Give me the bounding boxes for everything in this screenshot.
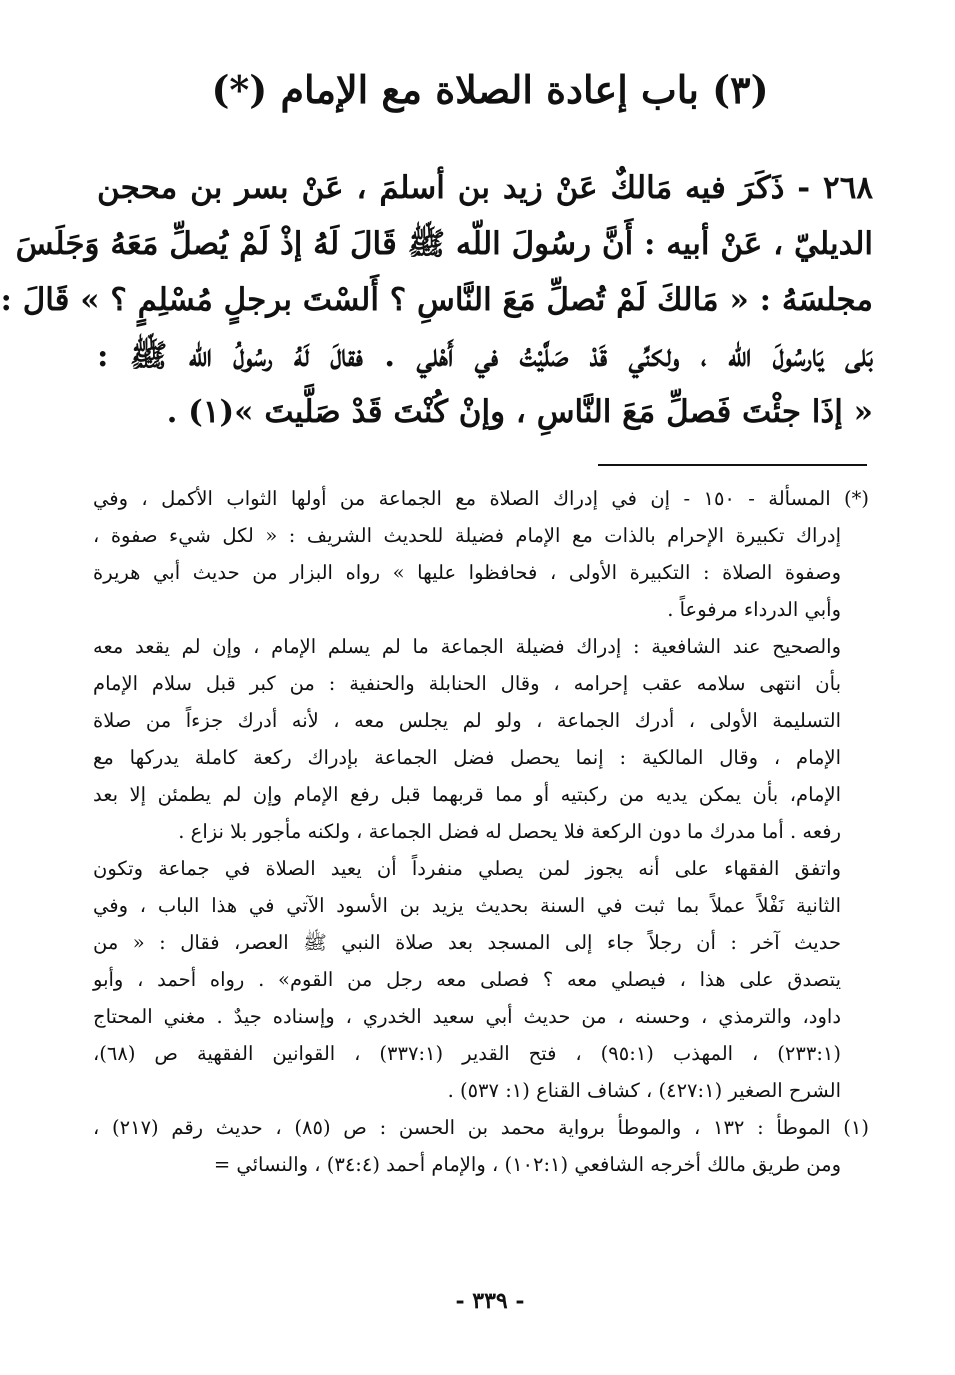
page-number: - ٣٣٩ - — [455, 1288, 525, 1314]
footnote-line: رفعه . أما مدرك ما دون الركعة فلا يحصل له فضل الجماعة ، ولكنه مأجور بلا نزاع . — [178, 820, 841, 843]
footnote-line: الإمام ، وقال المالكية : إنما يحصل فضل الجماعة بإدراك ركعة كاملة يدركها مع — [93, 746, 841, 769]
footnote-line: (٢٣٣:١) ، المهذب (٩٥:١) ، فتح القدير (٣٣٧:١) ، القوانين الفقهية ص (٦٨)، — [93, 1042, 841, 1065]
footnote-line: إدراك تكبيرة الإحرام بالذات مع الإمام فضيلة للحديث الشريف : « لكل شيء صفوة ، — [93, 524, 841, 547]
footnote-line: الثانية نَفْلاً عملاً بما ثبت في السنة بحديث يزيد بن الأسود الآتي في هذا الباب ، وفي — [93, 894, 841, 917]
chapter-title: (٣) باب إعادة الصلاة مع الإمام (*) — [211, 67, 769, 112]
footnote-line: ومن طريق مالك أخرجه الشافعي (١٠٢:١) ، والإمام أحمد (٣٤:٤) ، والنسائي = — [213, 1153, 841, 1176]
footnote-line: وصفوة الصلاة : التكبيرة الأولى ، فحافظوا عليها » رواه البزار من حديث أبي هريرة — [93, 561, 841, 584]
footnote-line: واتفق الفقهاء على أنه يجوز لمن يصلي منفرداً أن يعيد الصلاة في جماعة وتكون — [93, 857, 841, 880]
footnote-line: الإمام، بأن يمكن يديه من ركبتيه أو مما قربهما قبل رفع الإمام وإن لم يطمئن إلا بعد — [93, 783, 841, 806]
hadith-line: بَلى يَارسُولَ اللّه ، ولكنِّي قَدْ صَلَّيْتُ في أَهْلي . فقالَ لَهُ رسُولُ اللّه ﷺ : — [97, 338, 873, 374]
footnotes — [93, 480, 869, 1183]
hadith-line: الديليّ ، عَنْ أبيه : أَنَّ رسُولَ اللّه ﷺ قَالَ لَهُ إذْ لَمْ يُصلِّ مَعَهُ وَجَلَسَ — [15, 226, 873, 262]
footnote-line: الشرح الصغير (٤٢٧:١) ، كشاف القناع (١: ٥٣٧) . — [447, 1079, 841, 1102]
footnote-line: (*) المسألة - ١٥٠ - إن في إدراك الصلاة مع الجماعة من أولها الثواب الأكمل ، وفي — [93, 487, 870, 510]
footnote-line: التسليمة الأولى ، أدرك الجماعة ، ولو لم يجلس معه ، لأنه أدرك جزءاً من صلاة — [93, 709, 841, 732]
footnote-line: داود، والترمذي ، وحسنه ، من حديث أبي سعيد الخدري ، وإسناده جيدٌ . مغني المحتاج — [93, 1005, 841, 1028]
hadith-line: « إذَا جئْتَ فَصلِّ مَعَ النَّاسِ ، وإنْ كُنْتَ قَدْ صَلَّيتَ »(١) . — [166, 394, 873, 430]
hadith-text — [0, 160, 873, 440]
footnote-line: بأن انتهى سلامه عقب إحرامه ، وقال الحنابلة والحنفية : من كبر قبل سلام الإمام — [93, 672, 841, 695]
footnote-line: يتصدق على هذا ، فيصلي معه ؟ فصلى معه رجل من القوم» . رواه أحمد ، وأبو — [93, 968, 841, 991]
footnote-line: والصحيح عند الشافعية : إدراك فضيلة الجماعة ما لم يسلم الإمام ، وإن لم يقعد معه — [93, 635, 841, 658]
hadith-line: مجلسَهُ : « مَالكَ لَمْ تُصلِّ مَعَ النَّاسِ ؟ أَلسْتَ برجلٍ مُسْلِمٍ ؟ » قَالَ : — [0, 282, 873, 318]
footnote-divider — [598, 464, 867, 466]
hadith-line: ٢٦٨ - ذَكَرَ فيه مَالكٌ عَنْ زيد بن أسلمَ ، عَنْ بسر بن محجن — [97, 170, 873, 206]
footnote-line: وأبي الدرداء مرفوعاً . — [667, 598, 841, 621]
footnote-line: (١) الموطأ : ١٣٢ ، والموطأ برواية محمد بن الحسن : ص (٨٥) ، حديث رقم (٢١٧) ، — [93, 1116, 869, 1139]
footnote-line: حديث آخر : أن رجلاً جاء إلى المسجد بعد صلاة النبي ﷺ العصر، فقال : « من — [93, 931, 841, 954]
